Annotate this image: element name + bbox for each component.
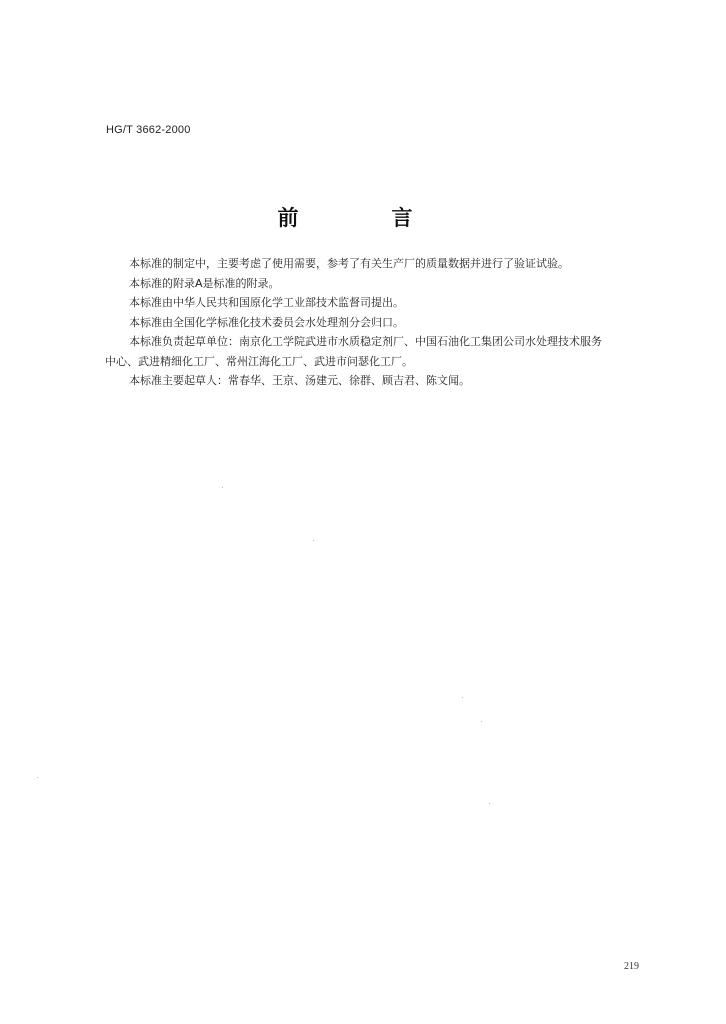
drafting-units-paragraph xyxy=(106,332,666,371)
paragraph: 本标准的附录A是标准的附录。 xyxy=(129,276,280,290)
paragraph: 本标准由中华人民共和国原化学工业部技术监督司提出。 xyxy=(129,296,404,309)
scan-speck xyxy=(462,697,463,698)
standard-code: HG/T 3662-2000 xyxy=(106,124,191,136)
paragraph: 本标准的制定中，主要考虑了使用需要，参考了有关生产厂的质量数据并进行了验证试验。 xyxy=(129,257,569,270)
scan-speck xyxy=(313,540,314,541)
scan-speck xyxy=(37,777,38,778)
drafters-paragraph: 本标准主要起草人：常春华、王京、汤建元、徐群、顾吉君、陈文闻。 xyxy=(129,374,470,387)
paragraph: 本标准由全国化学标准化技术委员会水处理剂分会归口。 xyxy=(129,315,404,329)
scan-speck xyxy=(222,487,223,488)
drafting-units-line-2: 中心、武进精细化工厂、常州江海化工厂、武进市问瑟化工厂。 xyxy=(105,354,413,368)
foreword-body xyxy=(106,254,666,391)
scan-speck xyxy=(489,803,490,804)
drafting-units-line-1: 本标准负责起草单位：南京化工学院武进市水质稳定剂厂、中国石油化工集团公司水处理技术服务 xyxy=(129,335,602,348)
scan-speck xyxy=(481,721,482,722)
page-number: 219 xyxy=(624,961,639,972)
page-title: 前 言 xyxy=(277,206,449,230)
